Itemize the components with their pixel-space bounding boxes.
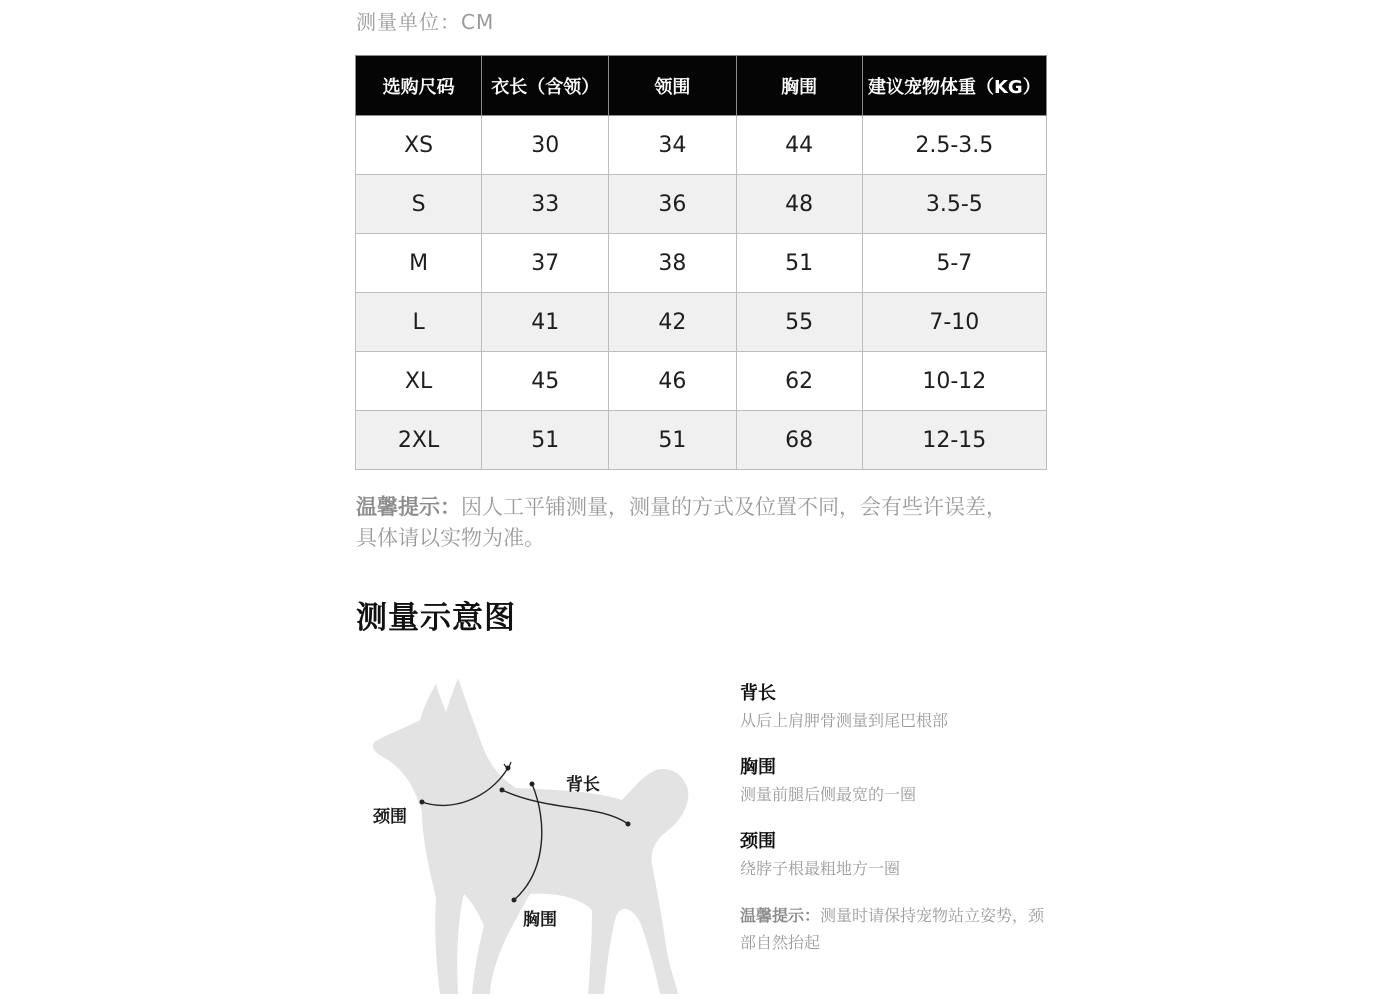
cell-chest: 55 — [736, 293, 862, 352]
section-title: 测量示意图 — [356, 600, 516, 636]
cell-length: 45 — [482, 352, 609, 411]
legend-desc: 从后上肩胛骨测量到尾巴根部 — [740, 711, 949, 730]
cell-weight: 3.5-5 — [862, 175, 1046, 234]
legend-item-chest — [740, 754, 1060, 808]
cell-neck: 46 — [609, 352, 736, 411]
cell-neck: 51 — [609, 411, 736, 470]
header-chest: 胸围 — [736, 56, 862, 116]
cell-size: XL — [356, 352, 482, 411]
cell-weight: 12-15 — [862, 411, 1046, 470]
cell-size: L — [356, 293, 482, 352]
header-size: 选购尺码 — [356, 56, 482, 116]
cell-size: XS — [356, 116, 482, 175]
cell-length: 51 — [482, 411, 609, 470]
cell-chest: 44 — [736, 116, 862, 175]
legend-title: 颈围 — [740, 831, 776, 852]
cell-length: 41 — [482, 293, 609, 352]
header-neck: 领围 — [609, 56, 736, 116]
legend-item-back — [740, 680, 1060, 734]
table-header-row — [356, 56, 1047, 116]
legend-title: 胸围 — [740, 757, 776, 778]
table-row — [356, 352, 1047, 411]
chest-measure-end — [512, 898, 517, 903]
chest-measure-end — [530, 782, 535, 787]
legend-tip-text: 测量时请保持宠物站立姿势，颈部自然抬起 — [740, 906, 1045, 952]
cell-neck: 36 — [609, 175, 736, 234]
back-measure-end — [500, 788, 505, 793]
size-chart-table — [355, 55, 1047, 470]
cell-length: 30 — [482, 116, 609, 175]
tip-text: 因人工平铺测量，测量的方式及位置不同，会有些许误差，具体请以实物为准。 — [356, 495, 1007, 550]
legend-desc: 绕脖子根最粗地方一圈 — [740, 859, 901, 878]
unit-label: 测量单位：CM — [356, 10, 495, 34]
cell-chest: 68 — [736, 411, 862, 470]
table-row — [356, 411, 1047, 470]
dog-body-shape — [373, 678, 688, 994]
cell-weight: 7-10 — [862, 293, 1046, 352]
header-length: 衣长（含领） — [482, 56, 609, 116]
table-row — [356, 175, 1047, 234]
cell-neck: 38 — [609, 234, 736, 293]
cell-weight: 10-12 — [862, 352, 1046, 411]
legend-tip — [740, 902, 1060, 956]
diagram-label-back: 背长 — [566, 775, 600, 795]
cell-chest: 62 — [736, 352, 862, 411]
legend-tip-label: 温馨提示： — [740, 906, 821, 925]
cell-chest: 48 — [736, 175, 862, 234]
table-row — [356, 234, 1047, 293]
dog-diagram — [360, 672, 700, 997]
measurement-tip — [356, 492, 1026, 554]
cell-length: 33 — [482, 175, 609, 234]
table-row — [356, 293, 1047, 352]
cell-size: 2XL — [356, 411, 482, 470]
diagram-label-neck: 颈围 — [373, 807, 407, 827]
cell-length: 37 — [482, 234, 609, 293]
cell-neck: 34 — [609, 116, 736, 175]
measurement-legend — [740, 680, 1060, 956]
cell-weight: 5-7 — [862, 234, 1046, 293]
neck-measure-end — [420, 800, 425, 805]
dog-silhouette-icon — [360, 672, 700, 997]
back-measure-end — [626, 822, 631, 827]
legend-desc: 测量前腿后侧最宽的一圈 — [740, 785, 917, 804]
diagram-label-chest: 胸围 — [523, 910, 557, 930]
cell-chest: 51 — [736, 234, 862, 293]
cell-size: M — [356, 234, 482, 293]
cell-size: S — [356, 175, 482, 234]
cell-neck: 42 — [609, 293, 736, 352]
table-row — [356, 116, 1047, 175]
legend-item-neck — [740, 828, 1060, 882]
tip-label: 温馨提示： — [356, 495, 461, 519]
header-weight: 建议宠物体重（KG） — [862, 56, 1046, 116]
legend-title: 背长 — [740, 683, 776, 704]
cell-weight: 2.5-3.5 — [862, 116, 1046, 175]
